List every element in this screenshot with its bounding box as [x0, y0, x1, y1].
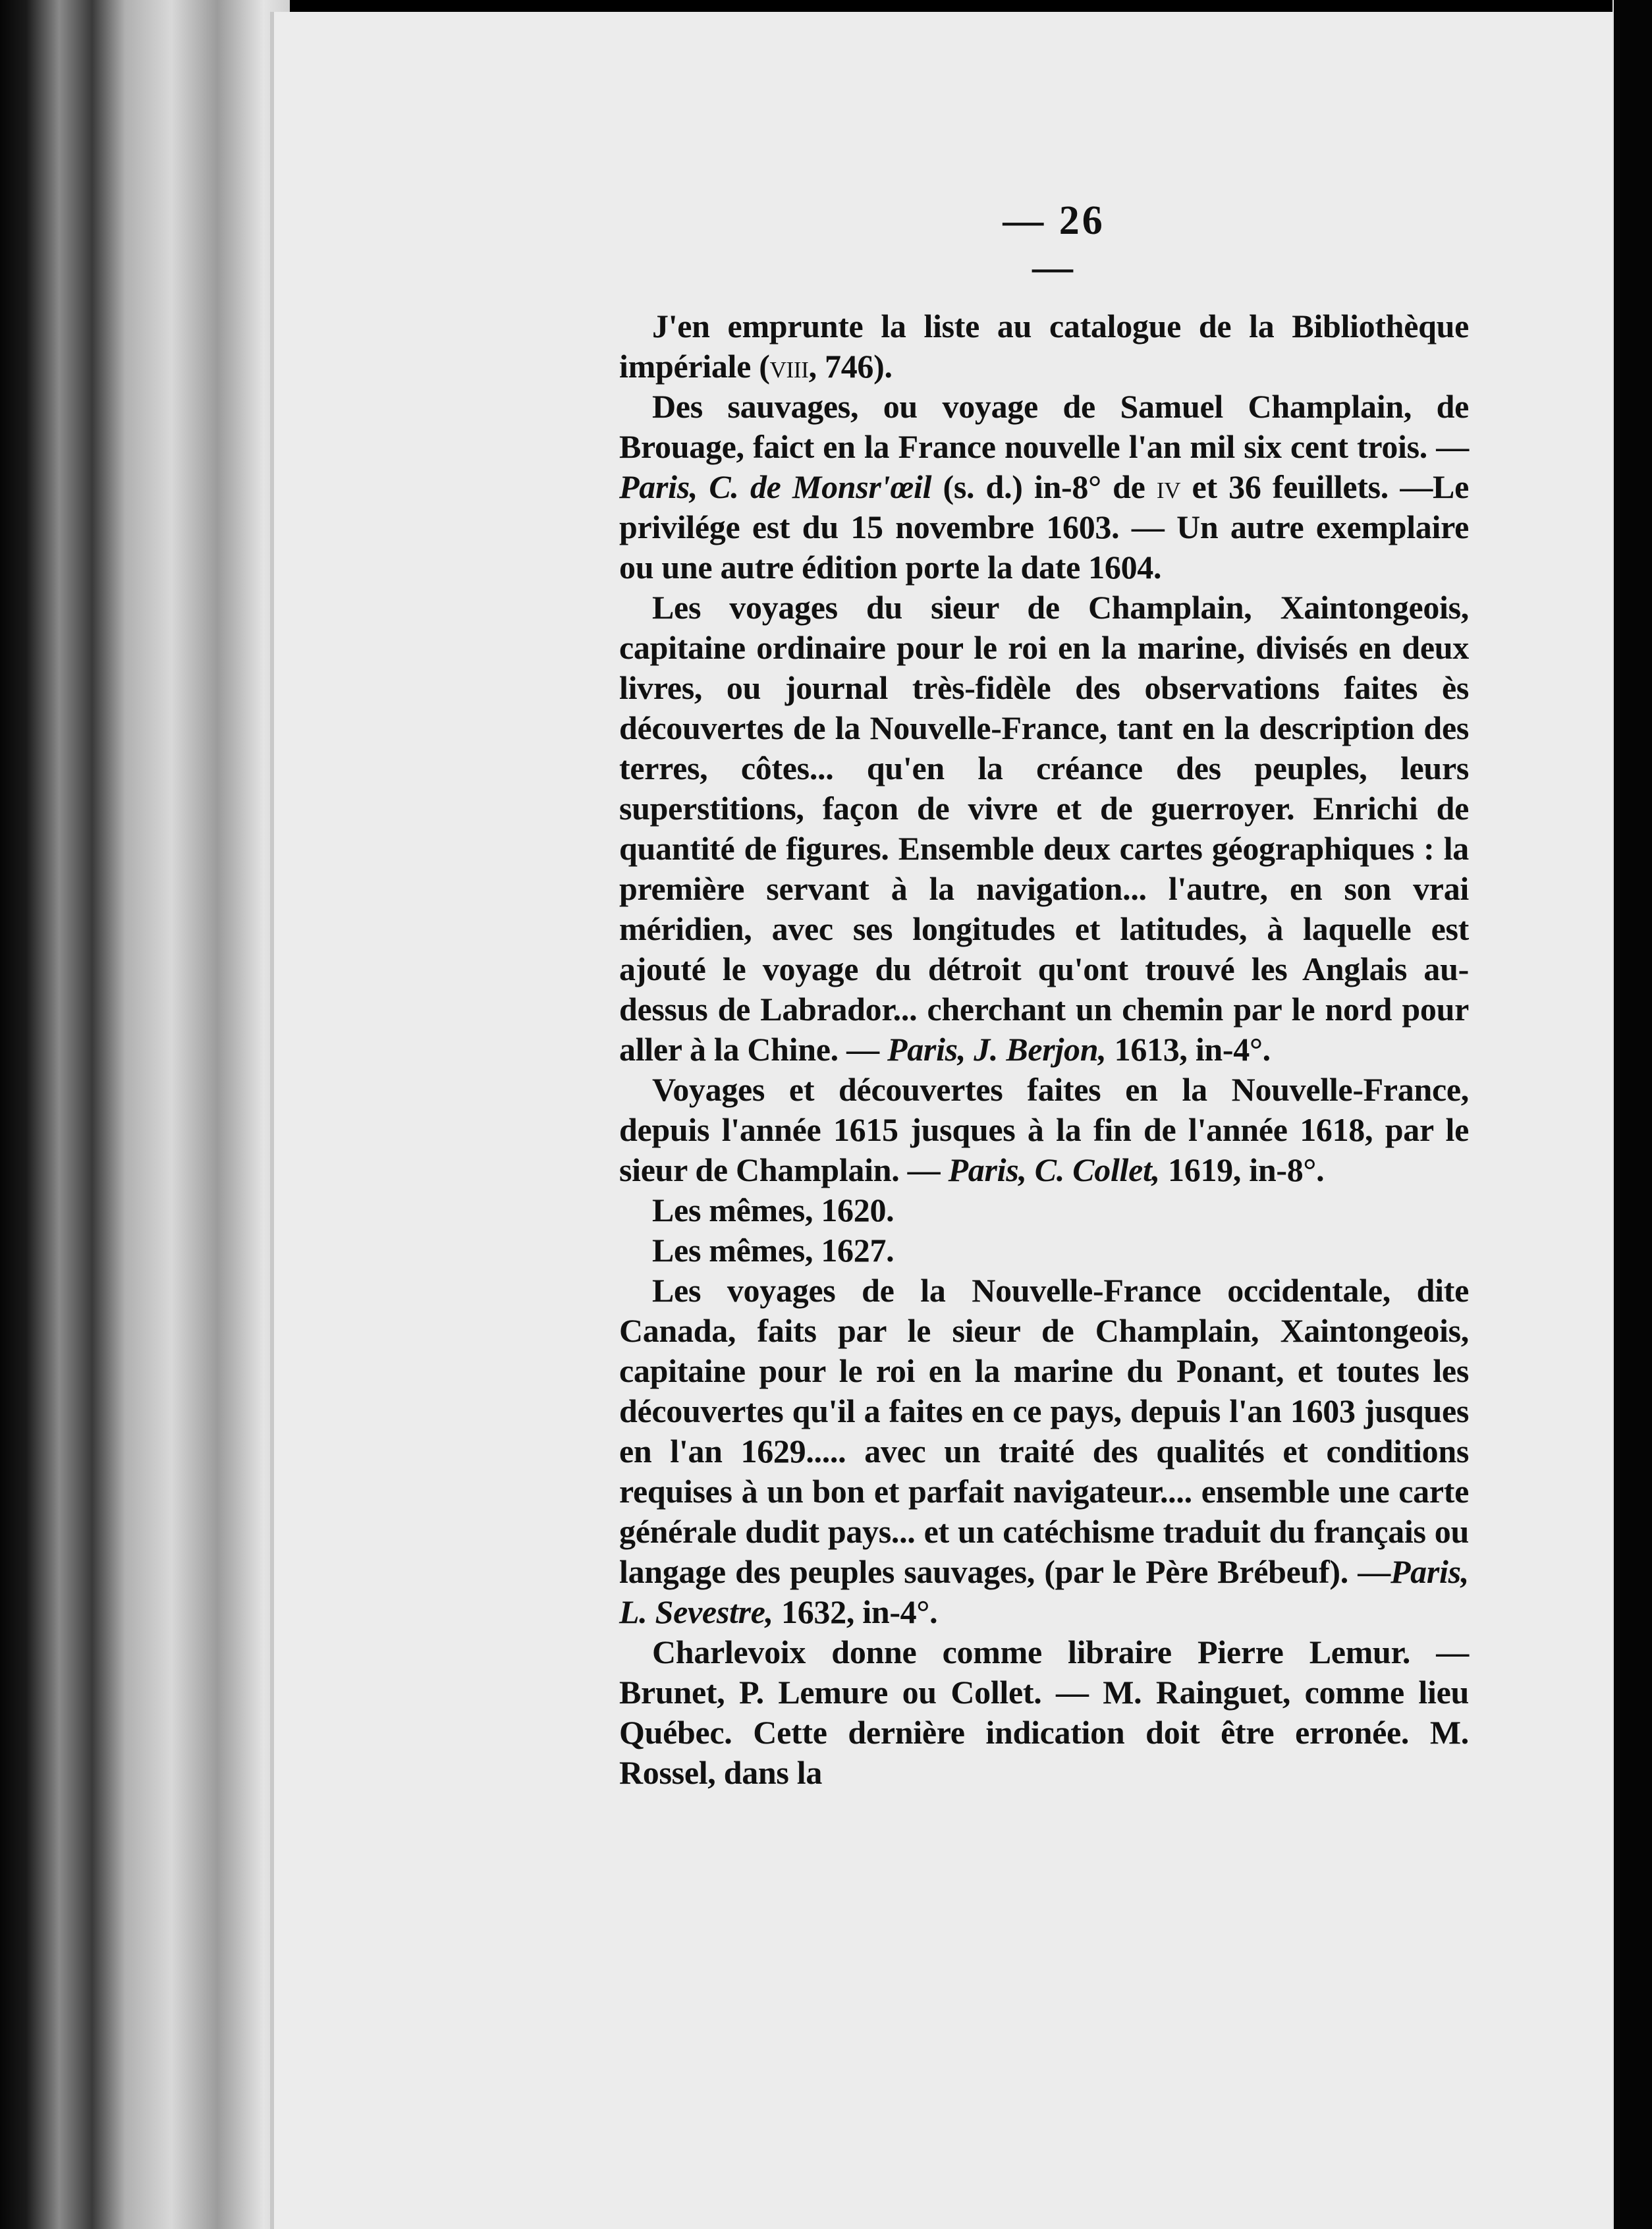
text-segment: 1632, in-4°. — [773, 1593, 938, 1630]
italic-segment: Paris, C. de Monsr'œil — [619, 468, 932, 505]
text-segment: Charlevoix donne comme libraire Pierre Lemur. — Brunet, P. Lemure ou Collet. — M. Rainguet, comme lieu Québec. Cette dernière indication doit être erronée. M. Rossel, dans la — [619, 1634, 1469, 1791]
text-segment: , 746). — [808, 348, 893, 385]
page-number: — 26 — — [1003, 198, 1105, 290]
paragraph — [619, 387, 1469, 588]
italic-segment: Paris, L. Sevestre, — [619, 1553, 1469, 1630]
italic-segment: Paris, J. Berjon, — [887, 1031, 1107, 1068]
paragraph — [619, 588, 1469, 1070]
text-segment: 1613, in-4°. — [1106, 1031, 1271, 1068]
paragraph — [619, 306, 1469, 387]
text-segment: et 36 feuillets. —Le privilége est du 15 novembre 1603. — Un autre exemplaire ou une autre édition porte la date 1604. — [619, 468, 1469, 586]
scan-right-margin — [1614, 0, 1652, 2229]
smallcaps-segment: iv — [1156, 468, 1181, 505]
text-segment: 1619, in-8°. — [1159, 1151, 1325, 1188]
text-segment: J'en emprunte la liste au catalogue de la Bibliothèque impériale ( — [619, 308, 1469, 385]
text-segment: Les mêmes, 1627. — [652, 1232, 895, 1269]
paragraph — [619, 1271, 1469, 1632]
paragraph — [619, 1070, 1469, 1190]
text-segment: Les mêmes, 1620. — [652, 1192, 895, 1228]
text-segment: Les voyages de la Nouvelle-France occidentale, dite Canada, faits par le sieur de Champlain, Xaintongeois, capitaine pour le roi en la marine du Ponant, et toutes les découvertes qu'il a faites en ce pays, depuis l'an 1603 jusques en l'an 1629..... avec un traité des qualités et conditions requises à un bon et parfait navigateur.... ensemble une carte générale dudit pays... et un catéchisme traduit du français ou langage des peuples sauvages, (par le Père Brébeuf). — — [619, 1272, 1469, 1590]
body-text — [619, 306, 1469, 1793]
text-segment: Les voyages du sieur de Champlain, Xaintongeois, capitaine ordinaire pour le roi en la marine, divisés en deux livres, ou journal très-fidèle des observations faites ès découvertes de la Nouvelle-France, tant en la description des terres, côtes... qu'en la créance des peuples, leurs superstitions, façon de vivre et de guerroyer. Enrichi de quantité de figures. Ensemble deux cartes géographiques : la première servant à la navigation... l'autre, en son vrai méridien, avec ses longitudes et latitudes, à laquelle est ajouté le voyage du détroit qu'ont trouvé les Anglais au-dessus de Labrador... cherchant un chemin par le nord pour aller à la Chine. — — [619, 589, 1469, 1068]
paragraph — [619, 1230, 1469, 1271]
paragraph — [619, 1632, 1469, 1793]
text-segment: (s. d.) in-8° de — [931, 468, 1157, 505]
text-segment: Des sauvages, ou voyage de Samuel Champlain, de Brouage, faict en la France nouvelle l'an mil six cent trois. — — [619, 388, 1469, 465]
scan-left-margin — [0, 0, 290, 2229]
smallcaps-segment: viii — [769, 348, 809, 385]
italic-segment: Paris, C. Collet, — [948, 1151, 1160, 1188]
paragraph — [619, 1190, 1469, 1230]
text-segment: Voyages et découvertes faites en la Nouvelle-France, depuis l'année 1615 jusques à la fin de l'année 1618, par le sieur de Champlain. — — [619, 1071, 1469, 1188]
